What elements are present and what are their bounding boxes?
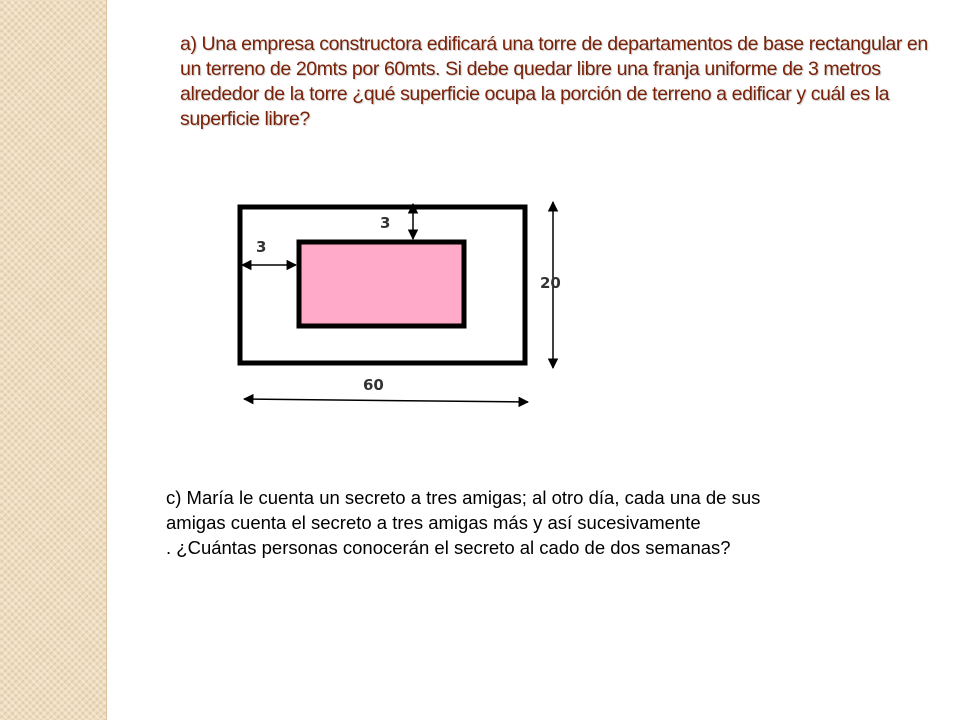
- decorative-side-strip: [0, 0, 107, 720]
- problem-c-line-2: amigas cuenta el secreto a tres amigas más y así sucesivamente: [166, 512, 701, 533]
- top-margin-label: 3: [380, 214, 391, 232]
- problem-c-text: [166, 485, 926, 560]
- problem-a-text: a) Una empresa constructora edificará una torre de departamentos de base rectangular en un terreno de 20mts por 60mts. Si debe quedar libre una franja uniforme de 3 metros alrededor de la torre ¿qué superficie ocupa la porción de terreno a edificar y cuál es la superficie libre?: [180, 33, 928, 130]
- problem-c-line-1: c) María le cuenta un secreto a tres amigas; al otro día, cada una de sus: [166, 487, 761, 508]
- left-margin-label: 3: [256, 238, 267, 256]
- building-rectangle: [299, 242, 464, 326]
- width-label: 60: [363, 376, 384, 394]
- terrain-diagram: [230, 190, 590, 415]
- problem-c-line-3: . ¿Cuántas personas conocerán el secreto al cado de dos semanas?: [166, 537, 731, 558]
- height-label: 20: [540, 274, 561, 292]
- width-arrow: [244, 399, 528, 402]
